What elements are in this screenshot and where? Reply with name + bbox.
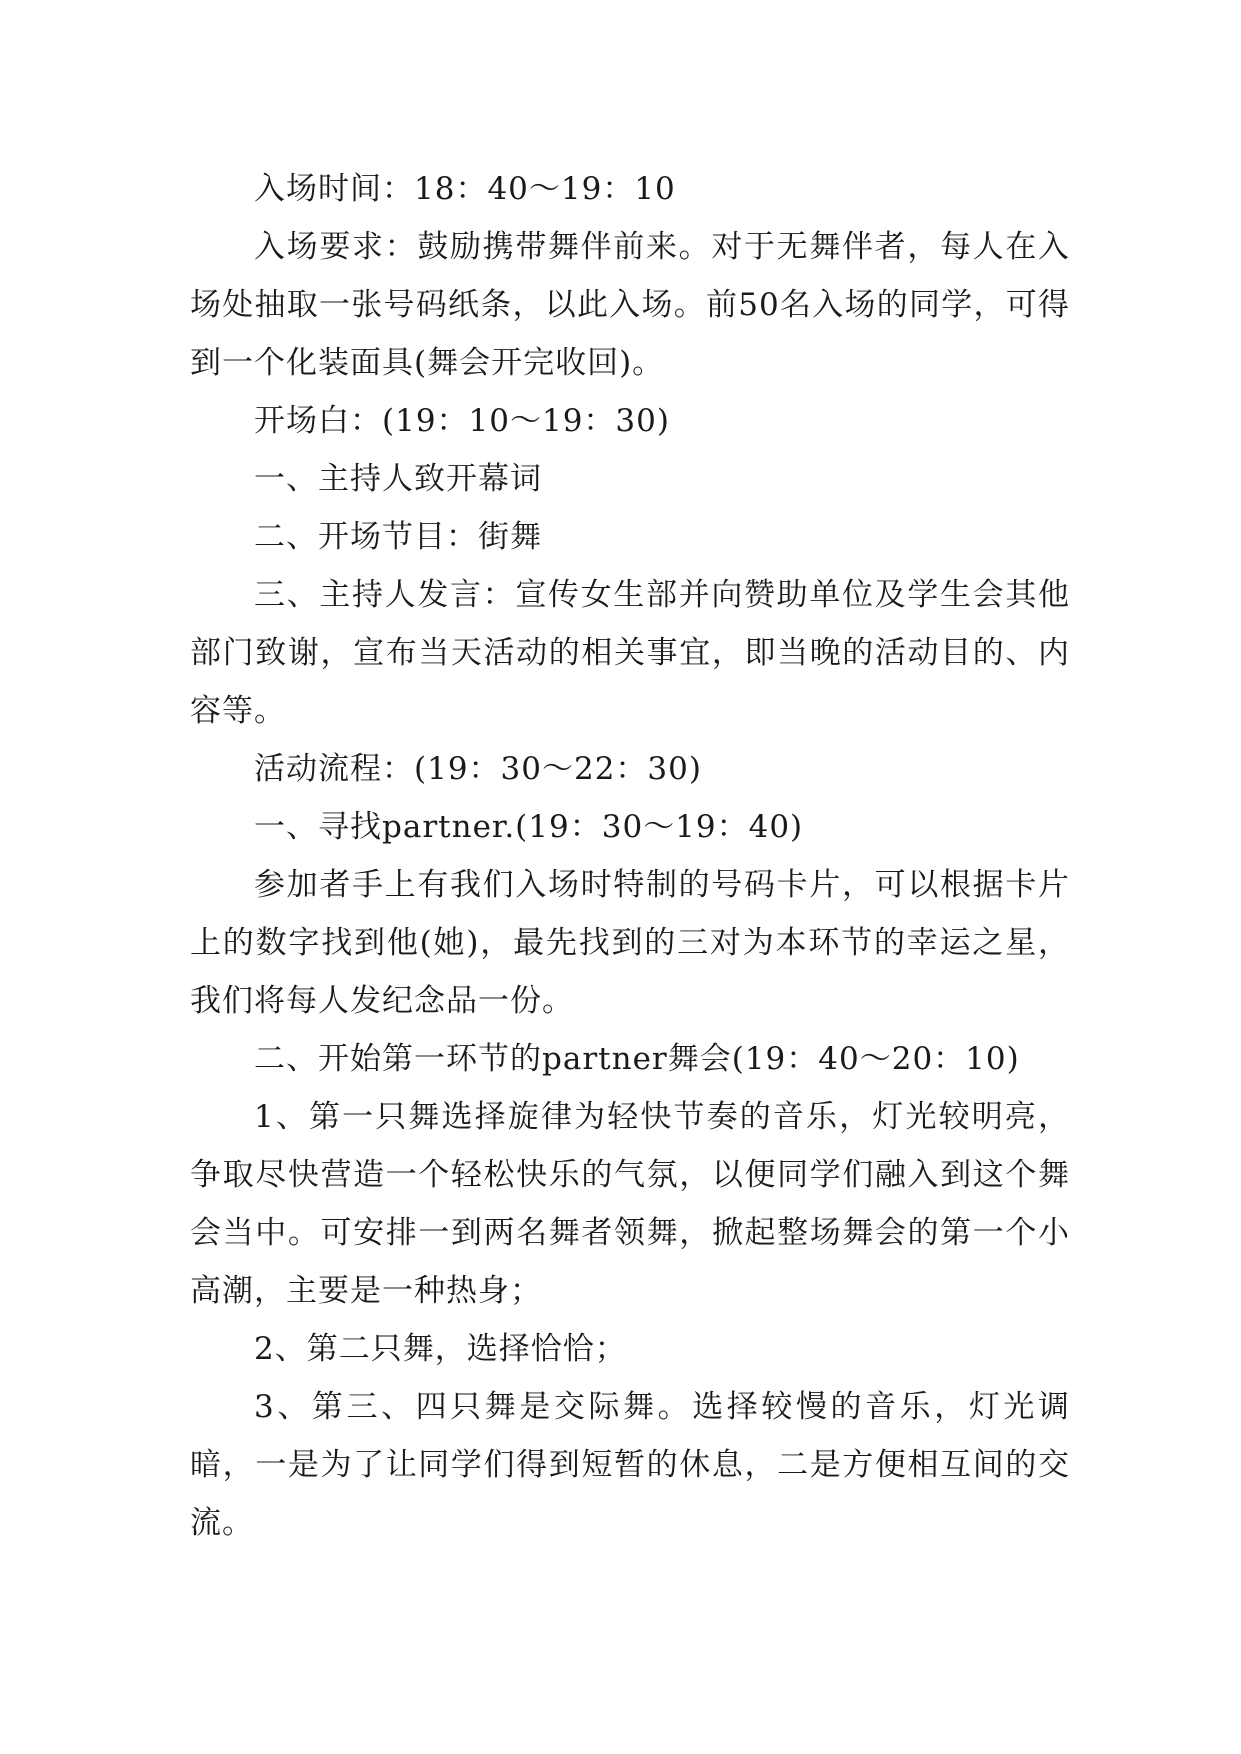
document-body (190, 160, 1070, 1552)
paragraph-number-cards: 参加者手上有我们入场时特制的号码卡片，可以根据卡片上的数字找到他(她)，最先找到的三对为本环节的幸运之星，我们将每人发纪念品一份。 (190, 867, 1070, 1019)
paragraph-host-opening-speech: 一、主持人致开幕词 (254, 461, 542, 497)
paragraph-host-remarks: 三、主持人发言：宣传女生部并向赞助单位及学生会其他部门致谢，宣布当天活动的相关事宜，即当晚的活动目的、内容等。 (190, 577, 1070, 729)
paragraph-find-partner: 一、寻找partner.(19：30～19：40) (254, 809, 804, 845)
paragraph-third-fourth-dance: 3、第三、四只舞是交际舞。选择较慢的音乐，灯光调暗，一是为了让同学们得到短暂的休息，二是方便相互间的交流。 (190, 1389, 1070, 1541)
paragraph-activity-flow: 活动流程：(19：30～22：30) (254, 751, 702, 787)
paragraph-entry-requirements: 入场要求：鼓励携带舞伴前来。对于无舞伴者，每人在入场处抽取一张号码纸条，以此入场。前50名入场的同学，可得到一个化装面具(舞会开完收回)。 (190, 229, 1070, 381)
paragraph-second-dance: 2、第二只舞，选择恰恰； (254, 1331, 627, 1367)
paragraph-entry-time: 入场时间：18：40～19：10 (254, 171, 676, 207)
paragraph-opening-performance: 二、开场节目：街舞 (254, 519, 542, 555)
paragraph-first-segment: 二、开始第一环节的partner舞会(19：40～20：10) (254, 1041, 1020, 1077)
paragraph-first-dance: 1、第一只舞选择旋律为轻快节奏的音乐，灯光较明亮，争取尽快营造一个轻松快乐的气氛，以便同学们融入到这个舞会当中。可安排一到两名舞者领舞，掀起整场舞会的第一个小高潮，主要是一种热身； (190, 1099, 1070, 1309)
paragraph-opening: 开场白：(19：10～19：30) (254, 403, 670, 439)
